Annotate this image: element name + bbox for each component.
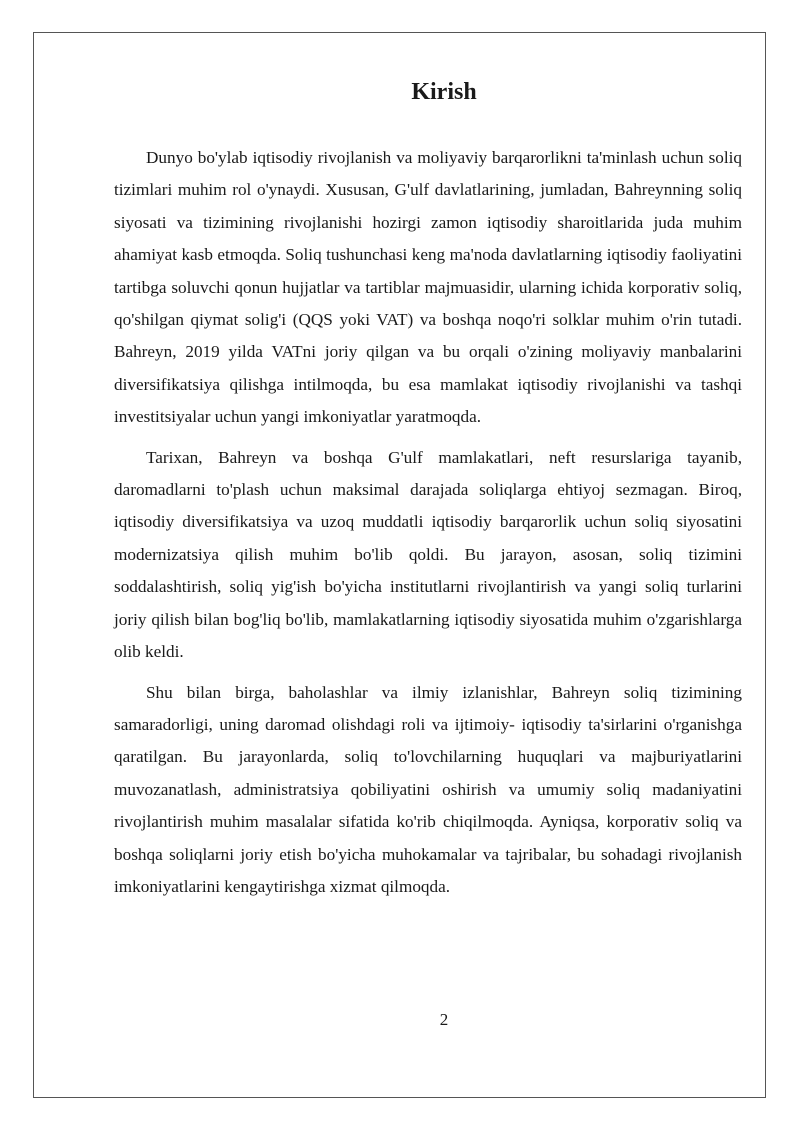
paragraph-1: Dunyo bo'ylab iqtisodiy rivojlanish va moliyaviy barqarorlikni ta'minlash uchun soliq tizimlari muhim rol o'ynaydi. Xususan, G'ulf davlatlarining, jumladan, Bahreynning soliq siyosati va tizimining rivojlanishi hozirgi zamon iqtisodiy sharoitlarida juda muhim ahamiyat kasb etmoqda. Soliq tushunchasi keng ma'noda davlatlarning iqtisodiy faoliyatini tartibga soluvchi qonun hujjatlar va tartiblar majmuasidir, ularning ichida korporativ soliq, qo'shilgan qiymat solig'i (QQS yoki VAT) va boshqa noqo'ri solklar muhim o'rin tutadi. Bahreyn, 2019 yilda VATni joriy qilgan va bu orqali o'zining moliyaviy manbalarini diversifikatsiya qilishga intilmoqda, bu esa mamlakat iqtisodiy rivojlanishi va tashqi investitsiyalar uchun yangi imkoniyatlar yaratmoqda.: [114, 148, 742, 427]
body-text: [114, 142, 742, 911]
paragraph-3: Shu bilan birga, baholashlar va ilmiy izlanishlar, Bahreyn soliq tizimining samaradorligi, uning daromad olishdagi roli va ijtimoiy- iqtisodiy ta'sirlarini o'rganishga qaratilgan. Bu jarayonlarda, soliq to'lovchilarning huquqlari va majburiyatlarini muvozanatlash, administratsiya qobiliyatini oshirish va umumiy soliq madaniyatini rivojlantirish muhim masalalar sifatida ko'rib chiqilmoqda. Ayniqsa, korporativ soliq va boshqa soliqlarni joriy etish bo'yicha muhokamalar va tajribalar, bu sohadagi rivojlanish imkoniyatlarini kengaytirishga xizmat qilmoqda.: [114, 682, 742, 896]
page-number: 2: [439, 1010, 449, 1029]
paragraph-2: Tarixan, Bahreyn va boshqa G'ulf mamlakatlari, neft resurslariga tayanib, daromadlarni to'plash uchun maksimal darajada soliqlarga ehtiyoj sezmagan. Biroq, iqtisodiy diversifikatsiya va uzoq muddatli iqtisodiy barqarorlik uchun soliq siyosatini modernizatsiya qilish muhim bo'lib qoldi. Bu jarayon, asosan, soliq tizimini soddalashtirish, soliq yig'ish bo'yicha institutlarni rivojlantirish va yangi soliq turlarini joriy qilish bilan bog'liq bo'lib, mamlakatlarning iqtisodiy siyosatida muhim o'zgarishlarga olib keldi.: [114, 447, 742, 662]
page-title: Kirish: [411, 79, 477, 105]
